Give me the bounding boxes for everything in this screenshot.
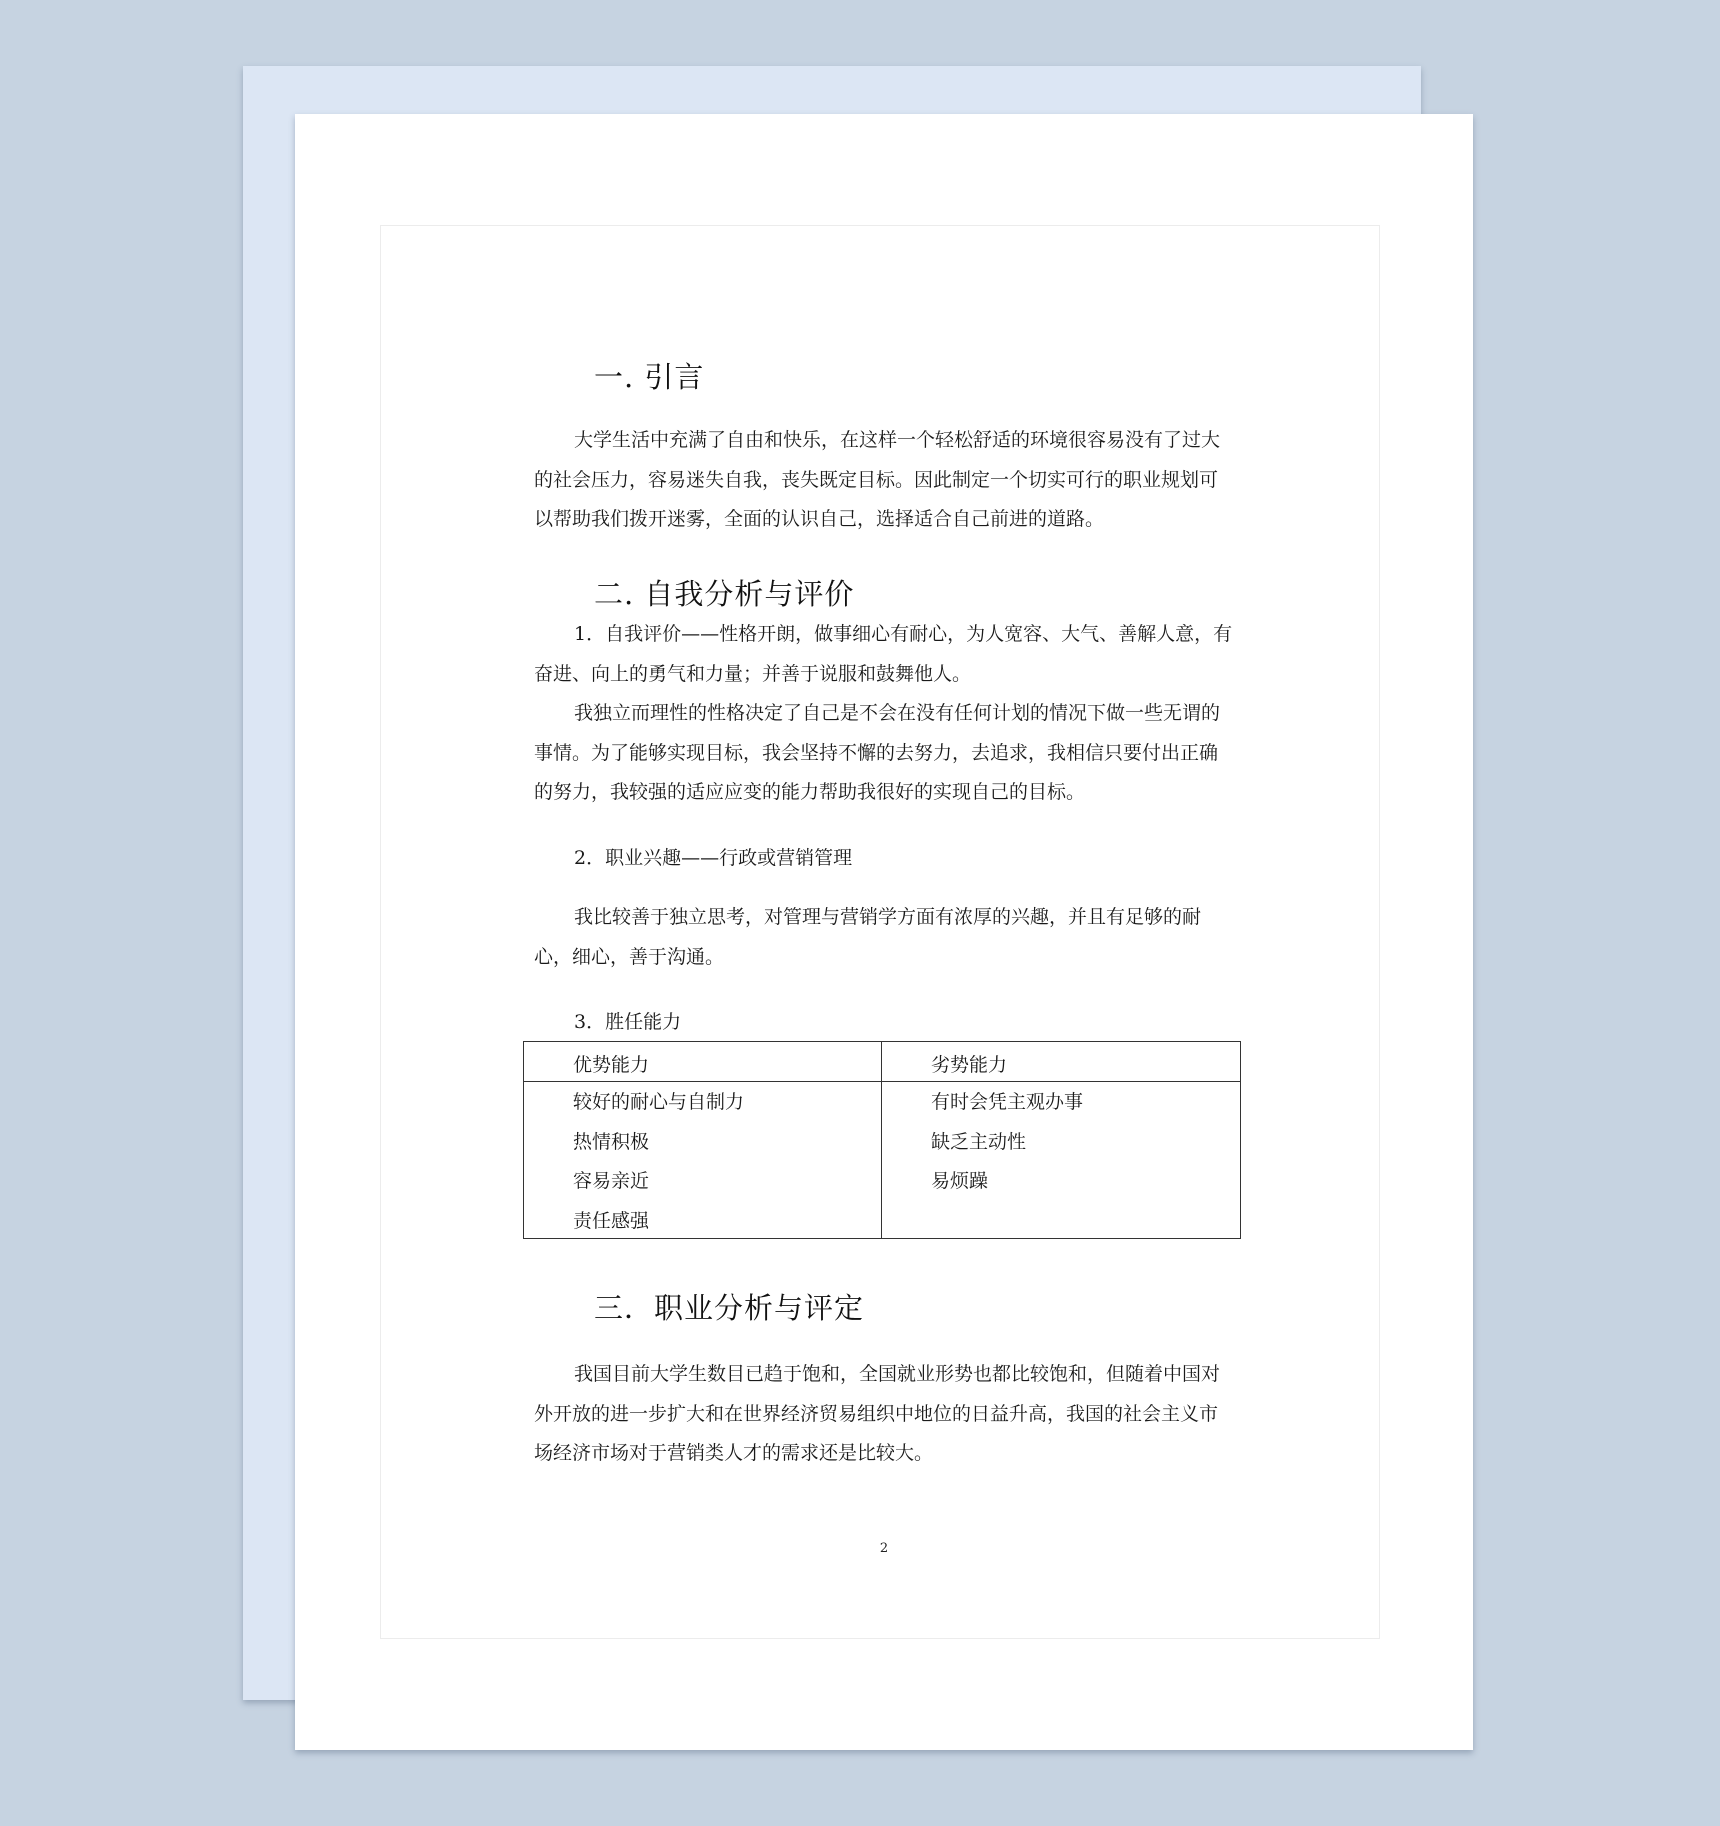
weakness-item: 有时会凭主观办事	[931, 1091, 1084, 1113]
table-column-divider	[881, 1042, 882, 1238]
competency-table	[523, 1041, 1241, 1239]
personality-paragraph: 我独立而理性的性格决定了自己是不会在没有任何计划的情况下做一些无谓的事情。为了能够实现目标，我会坚持不懈的去努力，去追求，我相信只要付出正确的努力，我较强的适应应变的能力帮助我很好的实现自己的目标。	[534, 702, 1221, 803]
self-evaluation-paragraph: 1．自我评价——性格开朗，做事细心有耐心，为人宽容、大气、善解人意，有奋进、向上的勇气和力量；并善于说服和鼓舞他人。	[534, 623, 1233, 685]
strength-item: 热情积极	[573, 1130, 650, 1153]
weakness-item: 缺乏主动性	[931, 1130, 1027, 1153]
strength-item: 较好的耐心与自制力	[573, 1091, 745, 1113]
strength-item: 容易亲近	[573, 1170, 650, 1192]
section-1-heading: 一. 引言	[594, 360, 705, 394]
competency-title: 3．胜任能力	[574, 1011, 682, 1033]
document-page	[295, 114, 1473, 1750]
section-2-heading: 二. 自我分析与评价	[594, 577, 855, 611]
career-interest-title: 2．职业兴趣——行政或营销管理	[574, 847, 853, 869]
page-number: 2	[879, 1541, 889, 1556]
section-3-heading: 三．职业分析与评定	[594, 1291, 865, 1325]
weaknesses-header: 劣势能力	[931, 1054, 1008, 1076]
strengths-list	[573, 1089, 744, 1247]
section-3-paragraph: 我国目前大学生数目已趋于饱和，全国就业形势也都比较饱和，但随着中国对外开放的进一步扩大和在世界经济贸易组织中地位的日益升高，我国的社会主义市场经济市场对于营销类人才的需求还是比较大。	[534, 1363, 1221, 1464]
career-interest-paragraph: 我比较善于独立思考，对管理与营销学方面有浓厚的兴趣，并且有足够的耐心，细心，善于沟通。	[534, 906, 1202, 968]
section-1-paragraph: 大学生活中充满了自由和快乐，在这样一个轻松舒适的环境很容易没有了过大的社会压力，容易迷失自我，丧失既定目标。因此制定一个切实可行的职业规划可以帮助我们拨开迷雾，全面的认识自己，选择适合自己前进的道路。	[534, 429, 1221, 530]
strength-item: 责任感强	[573, 1209, 650, 1232]
strengths-header: 优势能力	[573, 1054, 650, 1076]
weakness-item: 易烦躁	[931, 1170, 989, 1192]
table-header-divider	[524, 1081, 1240, 1082]
weaknesses-list	[931, 1089, 1083, 1208]
